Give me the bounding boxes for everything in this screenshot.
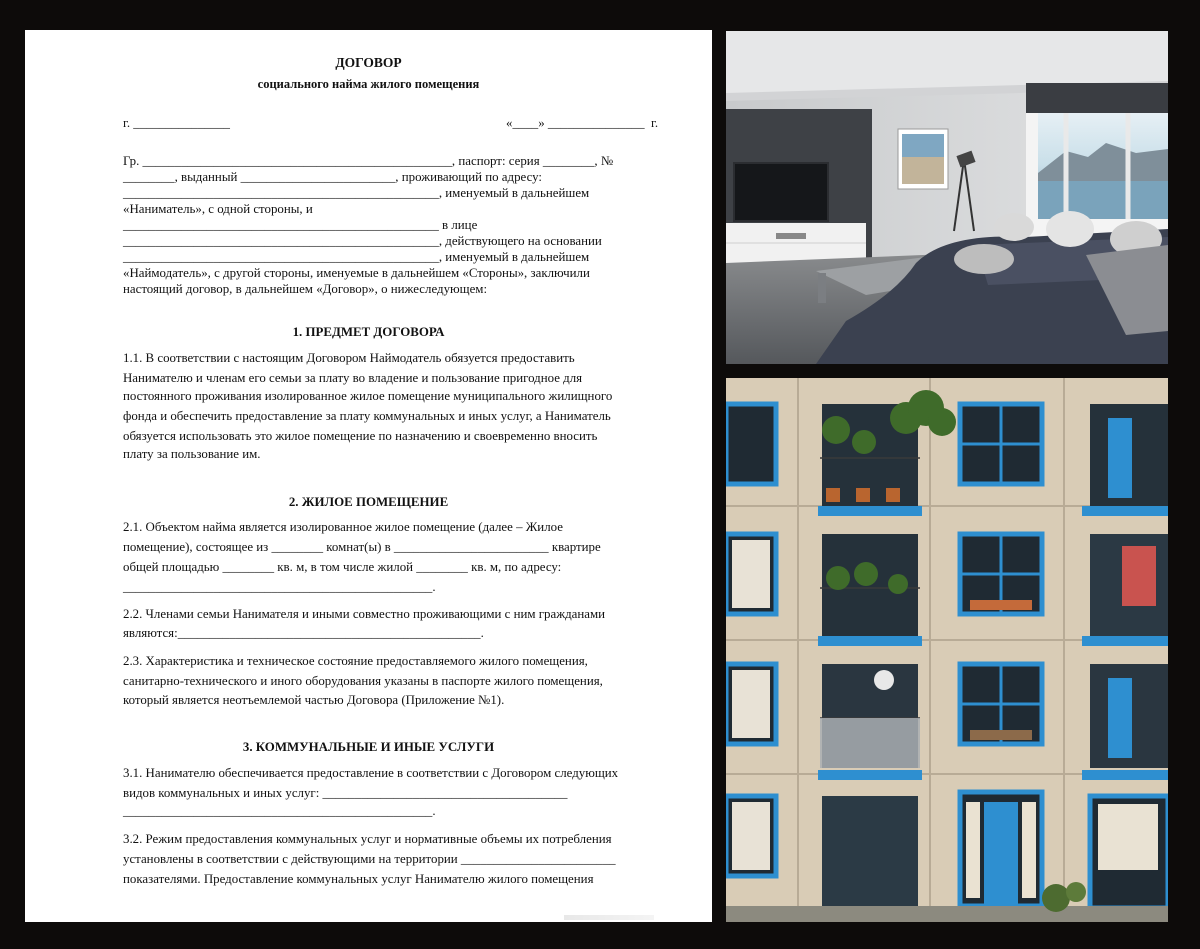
parties-line: «Наниматель», с одной стороны, и: [123, 202, 313, 216]
parties-line: _________________________________________________ в лице: [123, 218, 478, 232]
section-line: ________________________________________________.: [123, 580, 436, 594]
apartment-building-photo: [726, 378, 1168, 922]
section-line: помещение), состоящее из ________ комнат(ы) в ________________________ квартире: [123, 540, 601, 554]
parties-line: _________________________________________________, именуемый в дальнейшем: [123, 250, 590, 264]
section-heading: 2. ЖИЛОЕ ПОМЕЩЕНИЕ: [288, 495, 449, 509]
date-field: «____» _______________ г.: [506, 116, 659, 130]
section-line: установлены в соответствии с действующими на территории ________________________: [123, 852, 616, 866]
section-line: видов коммунальных и иных услуг: ______________________________________: [123, 786, 568, 800]
document-subtitle: социального найма жилого помещения: [257, 77, 480, 91]
living-room-photo: [726, 31, 1168, 364]
section-line: постоянного проживания изолированное жилое помещение муниципального жилищного: [123, 389, 613, 403]
parties-line: ________, выданный ________________________, проживающий по адресу:: [123, 170, 542, 184]
section-line: Нанимателю и членам его семьи за плату во владение и пользование пригодное для: [123, 371, 583, 385]
place-field: г. _______________: [123, 116, 230, 130]
watermark: [564, 915, 654, 920]
section-line: являются:_______________________________________________.: [123, 626, 484, 640]
section-line: плату за пользование им.: [123, 447, 261, 461]
parties-line: _________________________________________________, именуемый в дальнейшем: [123, 186, 590, 200]
parties-line: _________________________________________________, действующего на основании: [123, 234, 602, 248]
section-line: 2.3. Характеристика и техническое состояние предоставляемого жилого помещения,: [123, 654, 588, 668]
section-line: который является неотъемлемой частью Договора (Приложение №1).: [123, 693, 505, 707]
section-heading: 3. КОММУНАЛЬНЫЕ И ИНЫЕ УСЛУГИ: [242, 740, 495, 754]
section-line: 3.2. Режим предоставления коммунальных услуг и нормативные объемы их потребления: [123, 832, 612, 846]
section-line: 2.2. Членами семьи Нанимателя и иными совместно проживающими с ним гражданами: [123, 607, 606, 621]
section-line: ________________________________________________.: [123, 804, 436, 818]
section-line: показателями. Предоставление коммунальных услуг Нанимателю жилого помещения: [123, 872, 594, 886]
section-line: общей площадью ________ кв. м, в том числе жилой ________ кв. м, по адресу:: [123, 560, 562, 574]
contract-document: [25, 30, 712, 922]
section-line: санитарно-технического и иного оборудования указаны в паспорте жилого помещения,: [123, 674, 603, 688]
document-title: ДОГОВОР: [335, 55, 402, 70]
section-line: 3.1. Нанимателю обеспечивается предоставление в соответствии с Договором следующих: [123, 766, 619, 780]
section-heading: 1. ПРЕДМЕТ ДОГОВОРА: [292, 325, 445, 339]
parties-line: Гр. ________________________________________________, паспорт: серия ________, №: [123, 154, 614, 168]
section-line: обязуется использовать это жилое помещение по назначению и своевременно вносить: [123, 429, 598, 443]
section-line: 1.1. В соответствии с настоящим Договором Наймодатель обязуется предоставить: [123, 351, 575, 365]
parties-line: настоящий договор, в дальнейшем «Договор», о нижеследующем:: [123, 282, 488, 296]
section-line: 2.1. Объектом найма является изолированное жилое помещение (далее – Жилое: [123, 520, 563, 534]
section-line: фонда и обеспечить предоставление за плату коммунальных и иных услуг, а Наниматель: [123, 409, 611, 423]
parties-line: «Наймодатель», с другой стороны, именуемые в дальнейшем «Стороны», заключили: [123, 266, 590, 280]
